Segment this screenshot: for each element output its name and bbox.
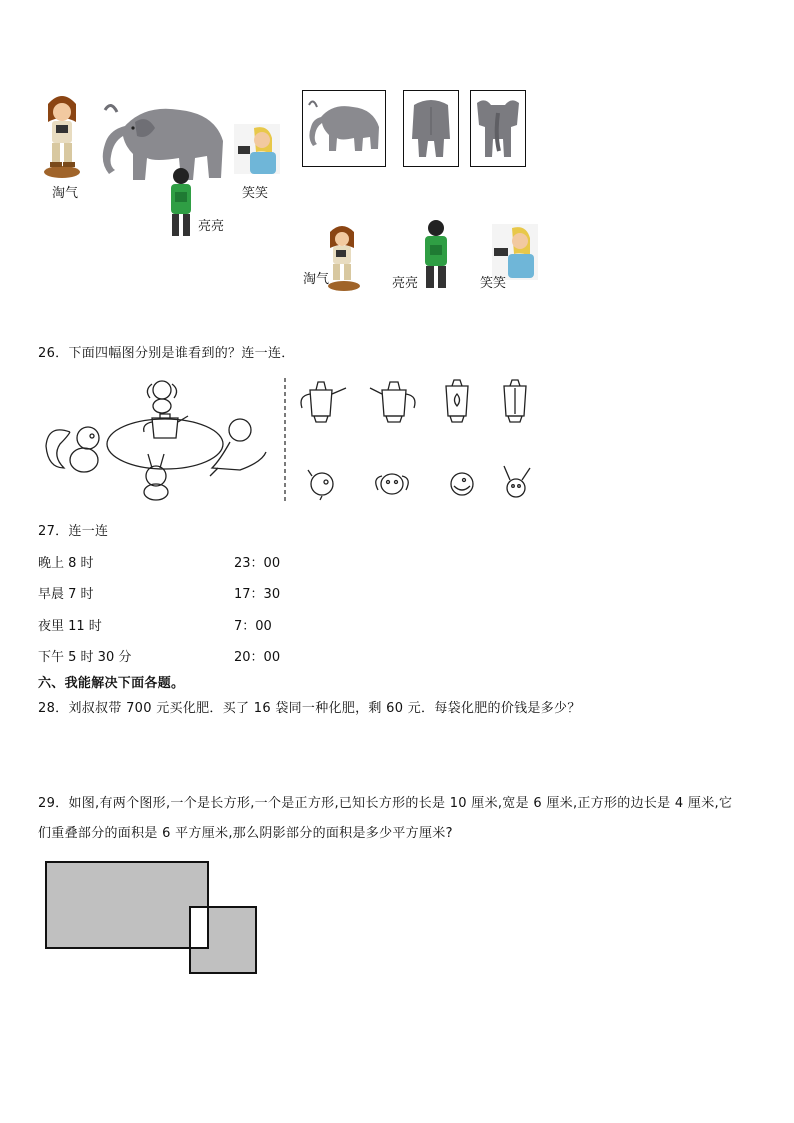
elephant-side-view-image <box>303 91 385 166</box>
overlap-shapes-figure <box>40 858 264 978</box>
q27-left-item: 早晨 7 时 <box>38 587 94 602</box>
animals-table-scene <box>40 372 270 504</box>
label-liangliang-bottom: 亮亮 <box>392 276 419 291</box>
girl-xiaoxiao-figure <box>234 124 280 174</box>
monkey-head-icon <box>451 473 473 495</box>
q27-right-item: 7：00 <box>234 619 272 634</box>
overlap-region <box>190 907 208 948</box>
teapot-view-3 <box>446 380 468 422</box>
elephant-back-view-image <box>404 91 458 166</box>
teapot-view-2 <box>370 382 415 422</box>
teapot-views-row <box>296 378 536 428</box>
animal-heads-row <box>296 464 536 504</box>
q27-left-item: 下午 5 时 30 分 <box>38 650 132 665</box>
rabbit-head-icon <box>504 466 530 497</box>
question-29-line1: 29．如图,有两个图形,一个是长方形,一个是正方形,已知长方形的长是 10 厘米,宽是 6 厘米,正方形的边长是 4 厘米,它 <box>38 796 733 811</box>
elephant-side-image <box>95 96 230 186</box>
label-xiaoxiao: 笑笑 <box>242 186 269 201</box>
view-box-back <box>403 90 459 167</box>
rectangle-shape <box>46 862 208 948</box>
label-taoqi-bottom: 淘气 <box>303 272 330 287</box>
question-26-text: 26．下面四幅图分别是谁看到的？连一连． <box>38 346 295 361</box>
question-28-text: 28．刘叔叔带 700 元买化肥．买了 16 袋同一种化肥，剩 60 元．每袋化肥的价钱是多少？ <box>38 701 581 716</box>
question-29-line2: 们重叠部分的面积是 6 平方厘米,那么阴影部分的面积是多少平方厘米? <box>38 826 453 841</box>
boy-liangliang-figure <box>166 166 196 238</box>
q27-right-item: 20：00 <box>234 650 281 665</box>
section-6-title: 六、我能解决下面各题。 <box>38 676 185 691</box>
elephant-front-view-image <box>471 91 525 166</box>
round-table-shape <box>107 419 223 469</box>
dog-head-icon <box>376 474 409 494</box>
girl-taoqi-figure <box>38 92 86 180</box>
q27-right-item: 17：30 <box>234 587 281 602</box>
label-taoqi: 淘气 <box>52 186 79 201</box>
view-box-side <box>302 90 386 167</box>
label-xiaoxiao-bottom: 笑笑 <box>480 276 507 291</box>
squirrel-head-icon <box>308 470 333 500</box>
teapot-view-1 <box>301 382 346 422</box>
q27-right-item: 23：00 <box>234 556 281 571</box>
label-liangliang: 亮亮 <box>198 219 225 234</box>
q27-left-item: 夜里 11 时 <box>38 619 102 634</box>
view-box-front <box>470 90 526 167</box>
teapot-view-4 <box>504 380 526 422</box>
q27-left-item: 晚上 8 时 <box>38 556 94 571</box>
boy-liangliang-figure-bottom <box>420 219 452 289</box>
dashed-divider <box>283 378 287 502</box>
question-27-title: 27．连一连 <box>38 524 109 539</box>
